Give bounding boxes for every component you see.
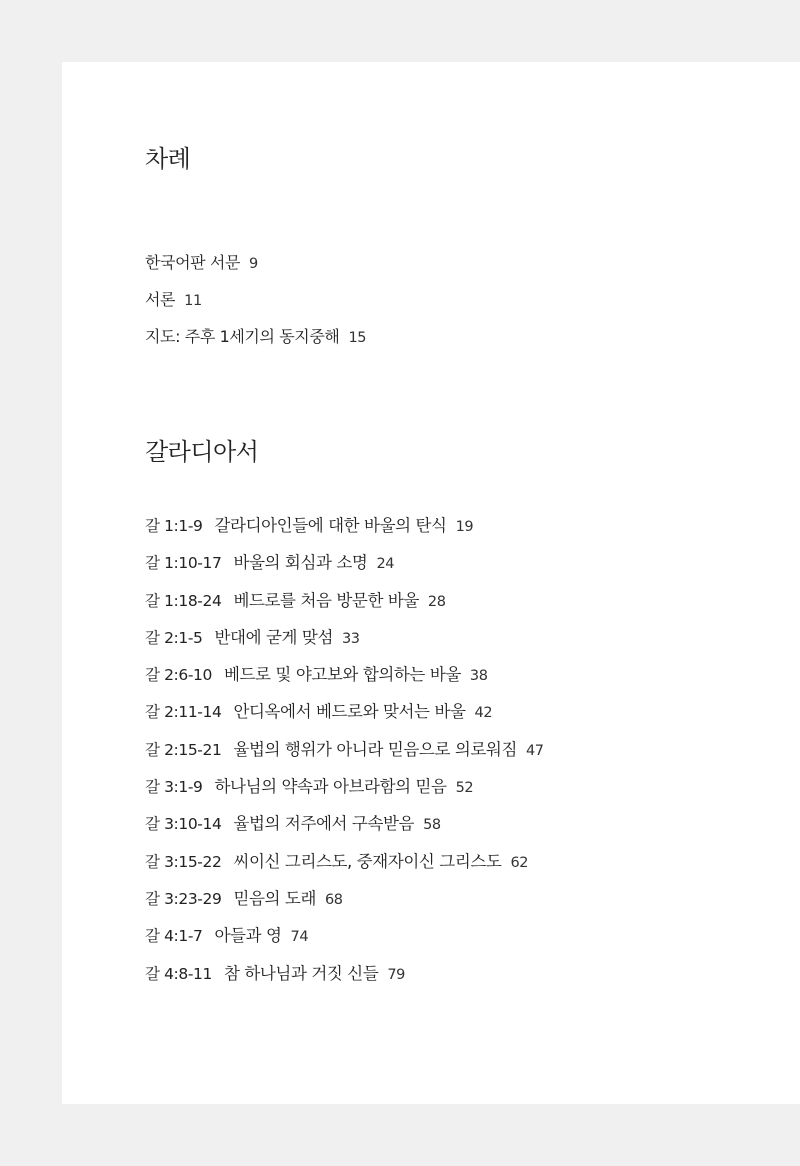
front-matter-list (145, 252, 366, 363)
scripture-reference: 갈 2:6-10 (145, 666, 212, 685)
scripture-reference: 갈 2:15-21 (145, 740, 222, 759)
section-entries-list (145, 514, 544, 999)
entry-title: 율법의 행위가 아니라 믿음으로 의로워짐 (233, 739, 517, 759)
toc-entry (145, 551, 544, 588)
toc-entry (145, 962, 544, 999)
contents-heading: 차례 (145, 145, 191, 173)
scripture-reference: 갈 2:1-5 (145, 628, 203, 647)
page-number: 58 (423, 817, 441, 834)
page-number: 33 (341, 630, 360, 647)
scripture-reference: 갈 3:23-29 (145, 889, 222, 908)
entry-title: 반대에 굳게 맞섬 (214, 627, 333, 647)
page-number: 38 (469, 668, 488, 685)
scripture-reference: 갈 3:10-14 (145, 815, 222, 834)
scripture-reference: 갈 4:1-7 (145, 927, 203, 946)
toc-entry (145, 626, 544, 663)
entry-title: 갈라디아인들에 대한 바울의 탄식 (214, 516, 447, 535)
page-number: 52 (455, 780, 474, 797)
scripture-reference: 갈 1:10-17 (145, 554, 222, 573)
entry-title: 아들과 영 (214, 926, 282, 946)
scripture-reference: 갈 1:18-24 (145, 591, 222, 610)
toc-entry (145, 514, 544, 551)
page-number: 47 (525, 742, 544, 759)
entry-title: 베드로를 처음 방문한 바울 (233, 590, 419, 610)
entry-title: 바울의 회심과 소명 (233, 553, 368, 573)
scripture-reference: 갈 4:8-11 (145, 964, 212, 983)
page-number: 42 (474, 705, 493, 722)
toc-entry (145, 738, 544, 775)
front-matter-item (145, 289, 366, 326)
entry-title: 믿음의 도래 (233, 888, 316, 908)
page-number: 68 (324, 891, 343, 908)
toc-entry (145, 700, 544, 737)
page-number: 28 (427, 593, 446, 610)
entry-title: 지도: 주후 1세기의 동지중해 (145, 327, 340, 346)
toc-entry (145, 850, 544, 887)
front-matter-item (145, 326, 366, 363)
toc-entry (145, 812, 544, 849)
toc-entry (145, 663, 544, 700)
page-number: 74 (290, 929, 309, 946)
section-heading: 갈라디아서 (145, 438, 259, 466)
entry-title: 베드로 및 야고보와 합의하는 바울 (223, 665, 461, 685)
page-number: 9 (249, 256, 258, 272)
entry-title: 한국어판 서문 (145, 253, 241, 272)
page-number: 79 (387, 966, 406, 983)
scripture-reference: 갈 3:1-9 (145, 778, 203, 797)
toc-entry (145, 887, 544, 924)
page-number: 11 (184, 293, 202, 309)
entry-title: 하나님의 약속과 아브라함의 믿음 (214, 777, 447, 797)
entry-title: 율법의 저주에서 구속받음 (233, 814, 415, 834)
entry-title: 서론 (145, 290, 176, 309)
book-page (62, 62, 800, 1104)
toc-entry (145, 589, 544, 626)
scripture-reference: 갈 2:11-14 (145, 703, 222, 722)
page-number: 62 (510, 854, 529, 871)
page-number: 19 (455, 519, 474, 535)
toc-entry (145, 924, 544, 961)
front-matter-item (145, 252, 366, 289)
entry-title: 참 하나님과 거짓 신들 (223, 963, 379, 983)
page-number: 15 (348, 330, 367, 346)
toc-entry (145, 775, 544, 812)
page-number: 24 (376, 556, 395, 573)
entry-title: 안디옥에서 베드로와 맞서는 바울 (233, 702, 466, 722)
scripture-reference: 갈 1:1-9 (145, 517, 203, 535)
entry-title: 씨이신 그리스도, 중재자이신 그리스도 (233, 851, 502, 871)
scripture-reference: 갈 3:15-22 (145, 852, 222, 871)
